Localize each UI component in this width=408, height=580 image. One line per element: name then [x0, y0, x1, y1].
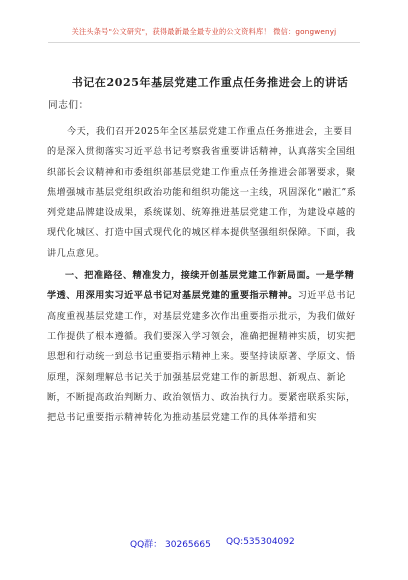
qq-contact-number: QQ:535304092	[226, 537, 295, 547]
document-title: 书记在2025年基层党建工作重点任务推进会上的讲话	[71, 76, 349, 89]
section-heading: 一、把准路径、精准发力，接续开创基层党建工作新局面。	[65, 270, 316, 282]
document-body	[47, 122, 361, 428]
subsection-heading: 一是学精学透、用深用实习近平总书记对基层党建的重要指示精神。	[47, 270, 355, 302]
intro-paragraph: 今天，我们召开2025年全区基层党建工作重点任务推进会，主要目的是深入贯彻落实习近平总书记考察我省重要讲话精神，认真落实全国组织部长会议精神和市委组织部基层党建工作重点任务推进会部署要求，聚焦增强城市基层党组织政治功能和组织功能这一主线，巩固深化“融汇”系列党建品牌建设成果，系统谋划、统筹推进基层党建工作，为建设卓越的现代化城区、打造中国式现代化的城区样本提供坚强组织保障。下面，我讲几点意见。	[47, 127, 357, 259]
qq-group-number: QQ群： 30265665	[130, 540, 211, 550]
section-body: 习近平总书记高度重视基层党建工作，对基层党建多次作出重要指示批示，为我们做好工作提供了根本遵循。我们要深入学习领会，准确把握精神实质，切实把思想和行动统一到总书记重要指示精神上来。要坚持读原著、学原文、悟原理，深刻理解总书记关于加强基层党建工作的新思想、新观点、新论断，不断提高政治判断力、政治领悟力、政治执行力。要紧密联系实际，把总书记重要指示精神转化为推动基层党建工作的具体举措和实	[47, 291, 356, 424]
section-paragraph	[47, 266, 361, 428]
greeting: 同志们：	[48, 100, 89, 111]
header-promo-note: 关注头条号"公文研究"，获得最新最全最专业的公文资料库！ 微信：gongwenyj	[71, 27, 337, 36]
header-divider	[48, 42, 360, 43]
